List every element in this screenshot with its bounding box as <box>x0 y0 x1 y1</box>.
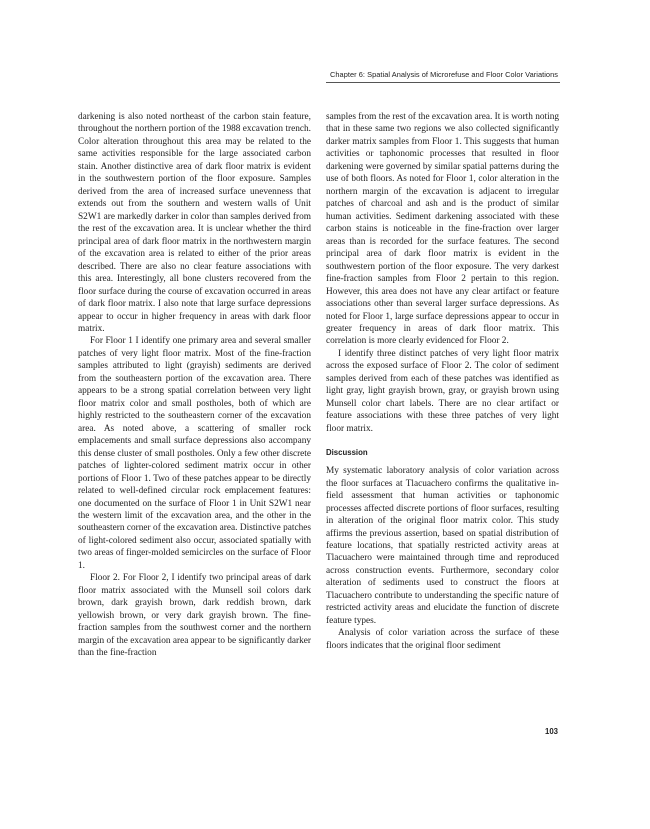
paragraph: Floor 2. For Floor 2, I identify two principal areas of dark floor matrix associated with the Munsell soil colors dark brown, dark grayish brown, dark reddish brown, dark yellowish brown, or very dark grayish brown. The fine-fraction samples from the southwest corner and the northern margin of the excavation area appear to be significantly darker than the fine-fraction <box>78 573 311 659</box>
paragraph: My systematic laboratory analysis of color variation across the floor surfaces at Tlacuachero confirms the qualitative in-field assessment that human activities or taphonomic processes affected discrete portions of floor surfaces, resulting in alteration of the original floor matrix color. This study affirms the previous assertion, based on spatial distribution of feature locations, that spatially restricted activity areas at Tlacuachero were maintained through time and reproduced across construction events. Furthermore, secondary color alteration of sediments used to construct the floors at Tlacuachero contribute to understanding the specific nature of restricted activity areas and elucidate the function of discrete feature types. <box>326 466 559 626</box>
header-rule <box>326 82 560 83</box>
right-column <box>326 111 559 652</box>
left-column <box>78 111 311 660</box>
paragraph: samples from the rest of the excavation area. It is worth noting that in these same two regions we also collected significantly darker matrix samples from Floor 1. This suggests that human activities or taphonomic processes that resulted in floor darkening were governed by similar spatial patterns during the use of both floors. As noted for Floor 1, color alteration in the northern margin of the excavation is adjacent to irregular patches of charcoal and ash and is the product of similar human activities. Sediment darkening associated with these carbon stains is noticeable in the fine-fraction over larger areas than is recorded for the surface features. The second principal area of dark floor matrix is evident in the southwestern portion of the floor exposure. The very darkest fine-fraction samples from Floor 2 pertain to this region. However, this area does not have any clear artifact or feature associations other than several larger surface depressions. As noted for Floor 1, large surface depressions appear to occur in greater frequency in areas of dark floor matrix. This correlation is more clearly evidenced for Floor 2. <box>326 112 559 347</box>
page-number: 103 <box>544 727 558 736</box>
paragraph: Analysis of color variation across the surface of these floors indicates that the original floor sediment <box>326 628 559 651</box>
paragraph: darkening is also noted northeast of the carbon stain feature, throughout the northern portion of the 1988 excavation trench. Color alteration throughout this area may be related to the same activities responsible for the large associated carbon stain. Another distinctive area of dark floor matrix is evident in the southwestern portion of the floor exposure. Samples derived from the area of increased surface unevenness that extends out from the southern and western walls of Unit S2W1 are markedly darker in color than samples derived from the rest of the excavation area. It is unclear whether the third principal area of dark floor matrix in the northwestern margin of the excavation area is related to either of the prior areas described. There are also no clear feature associations with this area. Interestingly, all bone clusters recovered from the floor surface during the course of excavation occurred in areas of dark floor matrix. I also note that large surface depressions appear to occur in higher frequency in areas with dark floor matrix. <box>78 112 311 334</box>
running-head: Chapter 6: Spatial Analysis of Microrefuse and Floor Color Variations <box>329 70 558 79</box>
paragraph: For Floor 1 I identify one primary area and several smaller patches of very light floor matrix. Most of the fine-fraction samples attributed to light (grayish) sediments are derived from the southeastern portion of the excavation area. There appears to be a strong spatial correlation between very light floor matrix color and small postholes, both of which are highly restricted to the southeastern corner of the excavation area. As noted above, a scattering of smaller rock emplacements and small surface depressions also accompany this dense cluster of small postholes. Only a few other discrete patches of lighter-colored sediment matrix occur in other portions of Floor 1. Two of these patches appear to be directly related to well-defined circular rock emplacement features: one documented on the surface of Floor 1 in Unit S2W1 near the western limit of the excavation area, and the other in the southeastern corner of the excavation area. Distinctive patches of light-colored sediment also occur, associated spatially with two areas of finger-molded semicircles on the surface of Floor 1. <box>78 336 311 571</box>
paragraph: I identify three distinct patches of very light floor matrix across the exposed surface of Floor 2. The color of sediment samples derived from each of these patches was identified as light gray, light grayish brown, gray, or grayish brown using Munsell color chart labels. There are no clear artifact or feature associations with these three patches of very light floor matrix. <box>326 348 559 434</box>
section-heading: Discussion <box>326 448 368 458</box>
